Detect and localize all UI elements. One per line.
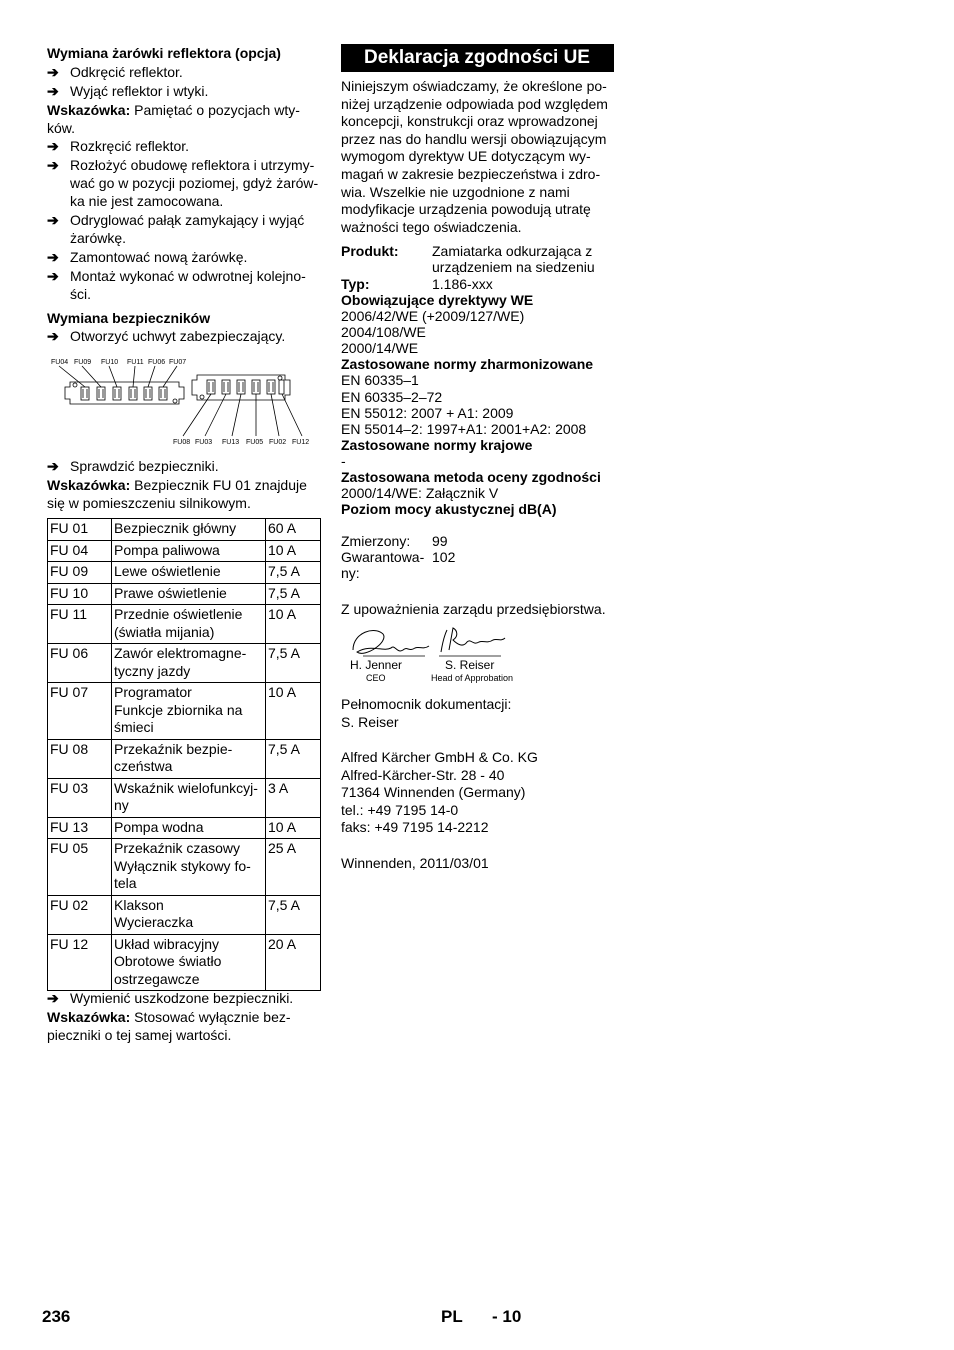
harmonised-3: EN 55012: 2007 + A1: 2009: [341, 405, 514, 421]
diagram-label-fu05: FU05: [246, 439, 264, 446]
fuse-description-line: Pompa paliwowa: [114, 541, 220, 558]
fuse-description: [112, 583, 266, 605]
harmonised-2: EN 60335–2–72: [341, 389, 443, 405]
diagram-label-fu12: FU12: [292, 439, 310, 446]
bulb-step-4-cont2: ka nie jest zamocowana.: [70, 193, 224, 209]
method-heading: Zastosowana metoda oceny zgodności: [341, 469, 601, 485]
arrow-right-icon: ➔: [47, 83, 59, 99]
fuse-description-line: tela: [114, 875, 137, 891]
fuse-description-line: czeństwa: [114, 758, 173, 774]
fuse-description: [112, 644, 266, 683]
fuse-description-line: ostrzegawcze: [114, 970, 200, 987]
declaration-intro: [341, 78, 621, 236]
arrow-right-icon: ➔: [47, 268, 59, 284]
fuse-note-cont: się w pomieszczeniu silnikowym.: [47, 495, 251, 511]
fuse-description-line: Bezpiecznik główny: [114, 520, 237, 536]
table-row: [48, 839, 321, 896]
directive-1: 2006/42/WE (+2009/127/WE): [341, 308, 525, 324]
fuse-rating: 7,5 A: [266, 644, 321, 683]
fuse-description-line: (światła mijania): [114, 623, 215, 640]
arrow-right-icon: ➔: [47, 328, 59, 344]
sig2-role: Head of Approbation: [431, 673, 514, 683]
fuse-id: FU 07: [48, 683, 112, 740]
fuse-rating: 10 A: [266, 683, 321, 740]
fuse-id: FU 01: [48, 519, 112, 541]
fuse-description: [112, 739, 266, 778]
doc-rep-label: Pełnomocnik dokumentacji:: [341, 696, 512, 712]
method-value: 2000/14/WE: Załącznik V: [341, 485, 499, 501]
arrow-right-icon: ➔: [47, 157, 59, 173]
bulb-step-6: ➔ Zamontować nową żarówkę.: [47, 249, 248, 265]
fuse-note-2-cont: pieczniki o tej samej wartości.: [47, 1027, 232, 1043]
table-row: [48, 605, 321, 644]
fuse-description-line: Wycieraczka: [114, 914, 194, 930]
table-row: [48, 540, 321, 562]
arrow-right-icon: ➔: [47, 64, 59, 80]
fuse-description-line: Programator: [114, 684, 192, 700]
diagram-label-fu09: FU09: [74, 359, 92, 366]
table-row: [48, 895, 321, 934]
arrow-right-icon: ➔: [47, 458, 59, 474]
product-row: Produkt: Zamiatarka odkurzająca z urządzeniem na siedzeniu: [341, 243, 595, 275]
address-fax: faks: +49 7195 14-2212: [341, 819, 489, 835]
sig2-name: S. Reiser: [445, 658, 495, 672]
table-row: [48, 583, 321, 605]
place-date: Winnenden, 2011/03/01: [341, 855, 489, 871]
table-row: [48, 817, 321, 839]
arrow-right-icon: ➔: [47, 212, 59, 228]
fuse-rating: 10 A: [266, 605, 321, 644]
national-heading: Zastosowane normy krajowe: [341, 437, 533, 453]
guaranteed-row: Gwarantowa- ny:102: [341, 549, 456, 581]
fuse-id: FU 08: [48, 739, 112, 778]
language-code: PL: [441, 1307, 463, 1326]
fuse-description-line: Zawór elektromagne-: [114, 645, 247, 661]
sig1-role: CEO: [366, 673, 386, 683]
fuse-description-line: Klakson: [114, 896, 164, 913]
intro-line: wia. Wszelkie nie uzgodnione z nami: [341, 183, 570, 200]
measured-row: Zmierzony: 99: [341, 533, 448, 549]
fuse-description-line: Obrotowe światło: [114, 953, 222, 969]
fuse-rating: 10 A: [266, 817, 321, 839]
bulb-note-cont: ków.: [47, 120, 76, 136]
intro-line: koncepcji, konstrukcji oraz wprowadzonej: [341, 113, 598, 130]
harmonised-4: EN 55014–2: 1997+A1: 2001+A2: 2008: [341, 421, 587, 437]
diagram-label-fu08: FU08: [173, 439, 191, 446]
fuse-rating: 7,5 A: [266, 739, 321, 778]
table-row: [48, 778, 321, 817]
table-row: [48, 562, 321, 584]
fuse-id: FU 13: [48, 817, 112, 839]
directives-heading: Obowiązujące dyrektywy WE: [341, 292, 534, 308]
table-row: [48, 683, 321, 740]
address-1: Alfred Kärcher GmbH & Co. KG: [341, 749, 538, 765]
fuse-id: FU 09: [48, 562, 112, 584]
fuse-description-line: Przednie oświetlenie: [114, 606, 243, 622]
harmonised-1: EN 60335–1: [341, 372, 419, 388]
fuse-description: [112, 778, 266, 817]
fuse-description-line: tyczny jazdy: [114, 662, 191, 679]
fuse-description-line: Prawe oświetlenie: [114, 584, 227, 601]
doc-rep-name: S. Reiser: [341, 714, 399, 730]
fuse-step-1: ➔ Otworzyć uchwyt zabezpieczający.: [47, 328, 286, 344]
diagram-label-fu11: FU11: [127, 359, 144, 366]
fuse-box-diagram: [47, 352, 323, 447]
fuse-step-2: ➔ Sprawdzić bezpieczniki.: [47, 458, 219, 474]
fuse-id: FU 06: [48, 644, 112, 683]
bulb-step-1: ➔ Odkręcić reflektor.: [47, 64, 183, 80]
fuse-rating: 20 A: [266, 934, 321, 991]
fuse-description: [112, 519, 266, 541]
table-row: [48, 644, 321, 683]
table-row: [48, 934, 321, 991]
fuse-note: Wskazówka: Bezpiecznik FU 01 znajduje: [47, 477, 307, 493]
bulb-step-5-cont: żarówkę.: [70, 230, 127, 246]
declaration-title: Deklaracja zgodności UE: [341, 44, 614, 72]
bulb-step-2: ➔ Wyjąć reflektor i wtyki.: [47, 83, 209, 99]
fuse-id: FU 03: [48, 778, 112, 817]
fuse-rating: 25 A: [266, 839, 321, 896]
fuse-id: FU 02: [48, 895, 112, 934]
fuse-description-line: ny: [114, 797, 129, 813]
fuse-rating: 7,5 A: [266, 895, 321, 934]
fuse-table: [47, 518, 321, 991]
page-number: 236: [42, 1307, 71, 1326]
sig1-name: H. Jenner: [350, 658, 403, 672]
sub-page-number: - 10: [492, 1307, 522, 1326]
intro-line: magań w zakresie bezpieczeństwa i zdro-: [341, 165, 601, 182]
intro-line: ważności tego oświadczenia.: [341, 218, 522, 235]
diagram-label-fu07: FU07: [169, 359, 187, 366]
fuse-step-3: ➔ Wymienić uszkodzone bezpieczniki.: [47, 990, 294, 1006]
fuse-id: FU 11: [48, 605, 112, 644]
fuse-description-line: Pompa wodna: [114, 818, 204, 835]
fuse-description-line: Funkcje zbiornika na: [114, 701, 243, 718]
fuse-id: FU 12: [48, 934, 112, 991]
arrow-right-icon: ➔: [47, 249, 59, 265]
bulb-step-5: ➔ Odryglować pałąk zamykający i wyjąć: [47, 212, 305, 228]
fuse-rating: 60 A: [266, 519, 321, 541]
harmonised-heading: Zastosowane normy zharmonizowane: [341, 356, 594, 372]
fuse-description: [112, 605, 266, 644]
intro-line: przez nas do handlu wersji obowiązującym: [341, 130, 607, 147]
fuse-description: [112, 817, 266, 839]
fuse-id: FU 05: [48, 839, 112, 896]
fuse-description: [112, 683, 266, 740]
fuse-id: FU 04: [48, 540, 112, 562]
bulb-heading: Wymiana żarówki reflektora (opcja): [47, 45, 281, 61]
fuse-description-line: śmieci: [114, 719, 154, 735]
diagram-label-fu10: FU10: [101, 359, 119, 366]
fuse-id: FU 10: [48, 583, 112, 605]
diagram-label-fu04: FU04: [51, 359, 69, 366]
bulb-step-7-cont: ści.: [70, 286, 91, 302]
fuse-description-line: Lewe oświetlenie: [114, 563, 221, 579]
fuse-description-line: Przekaźnik czasowy: [114, 840, 241, 856]
fuse-description: [112, 895, 266, 934]
fuse-rating: 10 A: [266, 540, 321, 562]
table-row: [48, 739, 321, 778]
fuse-description: [112, 540, 266, 562]
address-3: 71364 Winnenden (Germany): [341, 784, 526, 800]
fuse-description-line: Wskaźnik wielofunkcyj-: [114, 779, 258, 796]
intro-line: modyfikacje urządzenia powodują utratę: [341, 201, 591, 218]
intro-line: niżej urządzenie odpowiada pod względem: [341, 95, 608, 112]
fuse-description: [112, 839, 266, 896]
fuse-description-line: Układ wibracyjny: [114, 935, 220, 952]
fuse-rating: 3 A: [266, 778, 321, 817]
arrow-right-icon: ➔: [47, 138, 59, 154]
diagram-label-fu03: FU03: [195, 439, 213, 446]
directive-2: 2004/108/WE: [341, 324, 426, 340]
fuse-heading: Wymiana bezpieczników: [47, 310, 211, 326]
national-value: -: [341, 453, 346, 469]
fuse-description: [112, 562, 266, 584]
fuse-description-line: Przekaźnik bezpie-: [114, 740, 233, 757]
diagram-label-fu02: FU02: [269, 439, 287, 446]
address-2: Alfred-Kärcher-Str. 28 - 40: [341, 767, 505, 783]
intro-line: Niniejszym oświadczamy, że określone po-: [341, 78, 607, 94]
diagram-label-fu06: FU06: [148, 359, 166, 366]
fuse-rating: 7,5 A: [266, 562, 321, 584]
fuse-description-line: Wyłącznik stykowy fo-: [114, 857, 251, 874]
diagram-label-fu13: FU13: [222, 439, 240, 446]
fuse-description: [112, 934, 266, 991]
table-row: [48, 519, 321, 541]
address-phone: tel.: +49 7195 14-0: [341, 802, 459, 818]
power-heading: Poziom mocy akustycznej dB(A): [341, 501, 557, 517]
bulb-step-7: ➔ Montaż wykonać w odwrotnej kolejno-: [47, 268, 306, 284]
type-row: Typ: 1.186-xxx: [341, 276, 493, 292]
bulb-step-3: ➔ Rozkręcić reflektor.: [47, 138, 190, 154]
arrow-right-icon: ➔: [47, 990, 59, 1006]
fuse-note-2: Wskazówka: Stosować wyłącznie bez-: [47, 1009, 291, 1025]
directive-3: 2000/14/WE: [341, 340, 419, 356]
intro-line: wymogom dyrektyw UE dotyczącym wy-: [341, 148, 591, 165]
bulb-step-4: ➔ Rozłożyć obudowę reflektora i utrzymy-: [47, 157, 315, 173]
fuse-rating: 7,5 A: [266, 583, 321, 605]
bulb-note: Wskazówka: Pamiętać o pozycjach wty-: [47, 102, 300, 118]
authorization-text: Z upoważnienia zarządu przedsiębiorstwa.: [341, 601, 606, 617]
bulb-step-4-cont: wać go w pozycji poziomej, gdyż żarów-: [70, 175, 319, 191]
